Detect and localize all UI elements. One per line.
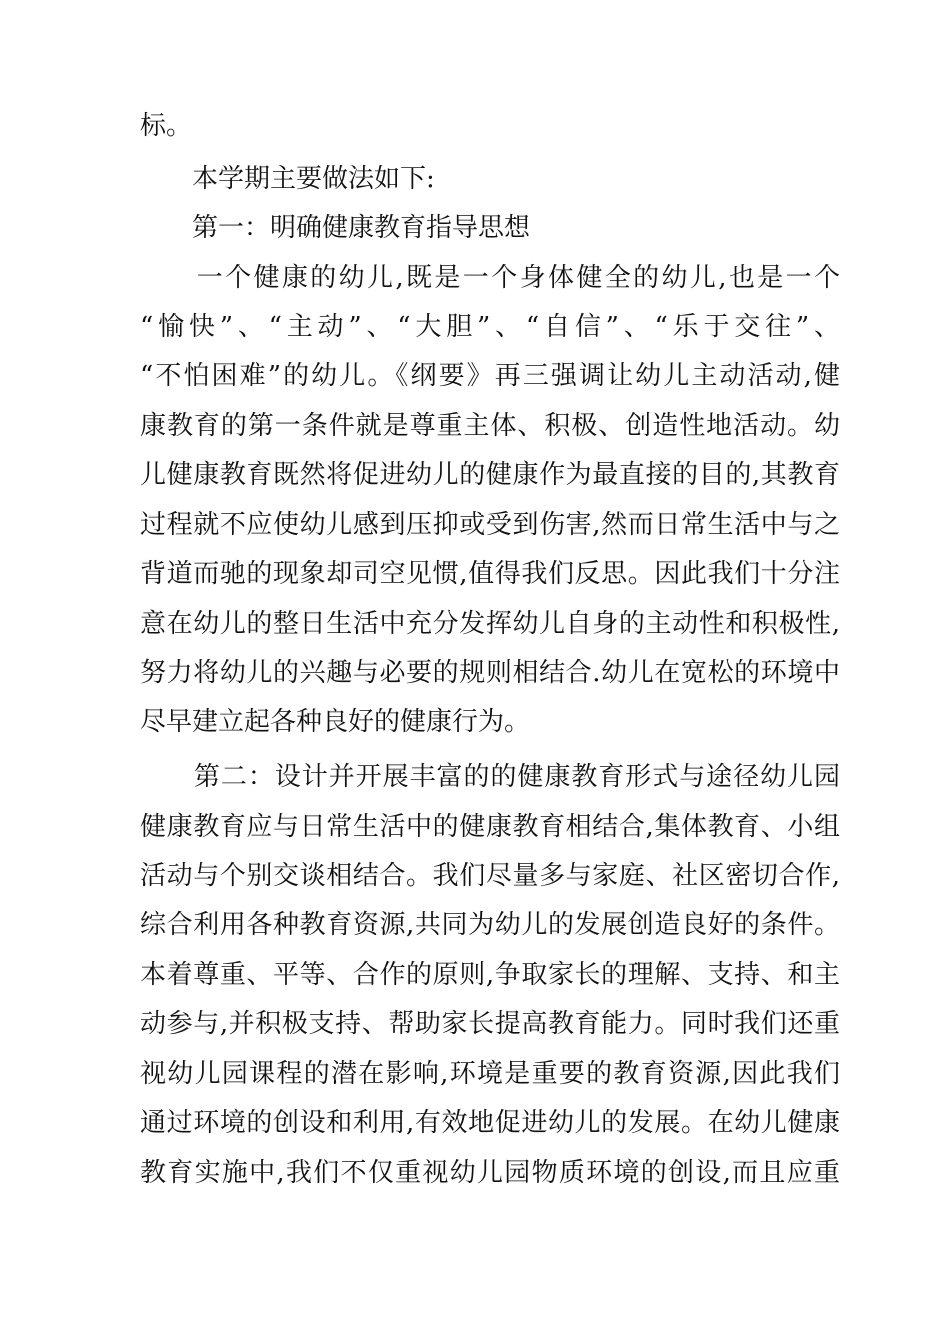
text-line: 康教育的第一条件就是尊重主体、积极、创造性地活动。幼 (140, 411, 840, 441)
text-line: 过程就不应使幼儿感到压抑或受到伤害,然而日常生活中与之 (140, 510, 840, 540)
text-line: 尽早建立起各种良好的健康行为。 (140, 707, 531, 737)
text-line: 背道而驰的现象却司空见惯,值得我们反思。因此我们十分注 (140, 559, 840, 589)
text-line: “愉快”、“主动”、“大胆”、“自信”、“乐于交往”、 (140, 312, 840, 342)
text-line: 标。 (140, 111, 193, 141)
text-line: 健康教育应与日常生活中的健康教育相结合,集体教育、小组 (140, 812, 840, 842)
text-line: “不怕困难”的幼儿。《纲要》再三强调让幼儿主动活动,健 (140, 361, 840, 391)
text-line: 儿健康教育既然将促进幼儿的健康作为最直接的目的,其教育 (140, 460, 840, 490)
text-line: 教育实施中,我们不仅重视幼儿园物质环境的创设,而且应重 (140, 1158, 840, 1188)
text-line: 通过环境的创设和利用,有效地促进幼儿的发展。在幼儿健康 (140, 1108, 840, 1138)
text-line: 活动与个别交谈相结合。我们尽量多与家庭、社区密切合作, (140, 861, 840, 891)
text-line: 本着尊重、平等、合作的原则,争取家长的理解、支持、和主 (140, 960, 840, 990)
text-line: 视幼儿园课程的潜在影响,环境是重要的教育资源,因此我们 (140, 1059, 840, 1089)
text-line: 意在幼儿的整日生活中充分发挥幼儿自身的主动性和积极性, (140, 609, 840, 639)
text-line: 动参与,并积极支持、帮助家长提高教育能力。同时我们还重 (140, 1009, 840, 1039)
text-line: 努力将幼儿的兴趣与必要的规则相结合.幼儿在宽松的环境中 (140, 658, 840, 688)
section-heading: 第一：明确健康教育指导思想 (140, 213, 531, 243)
text-line: 综合利用各种教育资源,共同为幼儿的发展创造良好的条件。 (140, 910, 840, 940)
text-line: 一个健康的幼儿,既是一个身体健全的幼儿,也是一个 (140, 263, 840, 293)
section-heading: 第二：设计并开展丰富的的健康教育形式与途径幼儿园 (140, 762, 840, 792)
text-line: 本学期主要做法如下: (140, 164, 435, 194)
